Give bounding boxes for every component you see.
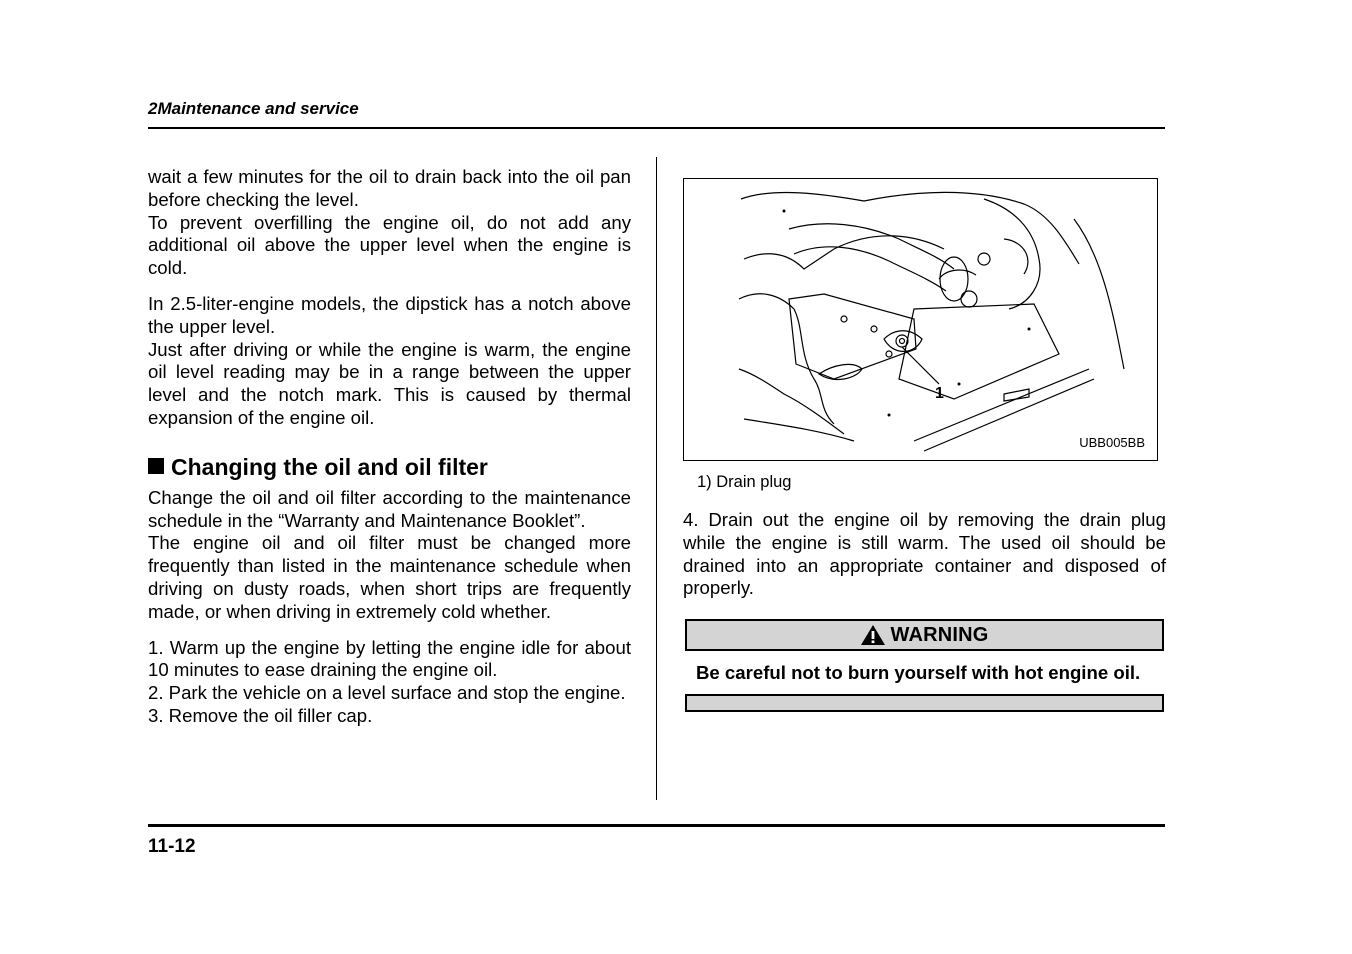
- warning-label: WARNING: [890, 623, 989, 646]
- warning-triangle-icon: [860, 624, 886, 646]
- warning-header: [685, 619, 1164, 651]
- square-bullet-icon: [148, 458, 164, 474]
- step-item: 4. Drain out the engine oil by removing the drain plug while the engine is still warm. The used oil should be drained into an appropriate container and disposed of properly.: [683, 509, 1166, 599]
- footer-rule: [148, 824, 1165, 827]
- step-item: 3. Remove the oil filler cap.: [148, 704, 373, 726]
- section-heading: [148, 453, 631, 481]
- header-rule: [148, 127, 1165, 129]
- engine-illustration: [684, 179, 1159, 462]
- body-paragraph: Change the oil and oil filter according to the maintenance schedule in the “Warranty and Maintenance Booklet”.: [148, 486, 631, 531]
- figure-code: UBB005BB: [1079, 435, 1145, 450]
- left-column: [148, 166, 631, 728]
- step-item: 1. Warm up the engine by letting the engine idle for about 10 minutes to ease draining the engine oil.: [148, 636, 631, 681]
- figure-caption: 1) Drain plug: [697, 473, 792, 491]
- page-number: 11-12: [148, 836, 196, 857]
- callout-number: 1: [935, 385, 944, 402]
- warning-footer-bar: [685, 694, 1164, 712]
- step-item: 2. Park the vehicle on a level surface and stop the engine.: [148, 682, 626, 704]
- engine-underside-figure: [683, 178, 1158, 461]
- body-paragraph: In 2.5-liter-engine models, the dipstick has a notch above the upper level.: [148, 292, 631, 337]
- running-header: 2Maintenance and service: [148, 99, 359, 118]
- body-paragraph: wait a few minutes for the oil to drain back into the oil pan before checking the level.: [148, 166, 631, 210]
- right-column: [683, 178, 1166, 712]
- body-paragraph: Just after driving or while the engine is warm, the engine oil level reading may be in a range between the upper level and the notch mark. This is caused by thermal expansion of the engine oil.: [148, 338, 631, 428]
- body-paragraph: To prevent overfilling the engine oil, do not add any additional oil above the upper level when the engine is cold.: [148, 211, 631, 279]
- warning-text: Be careful not to burn yourself with hot engine oil.: [696, 662, 1141, 684]
- section-heading-text: Changing the oil and oil filter: [171, 453, 488, 480]
- column-divider: [656, 157, 657, 800]
- body-paragraph: The engine oil and oil filter must be changed more frequently than listed in the maintenance schedule when driving on dusty roads, when short trips are frequently made, or when driving in extremely cold whether.: [148, 532, 631, 622]
